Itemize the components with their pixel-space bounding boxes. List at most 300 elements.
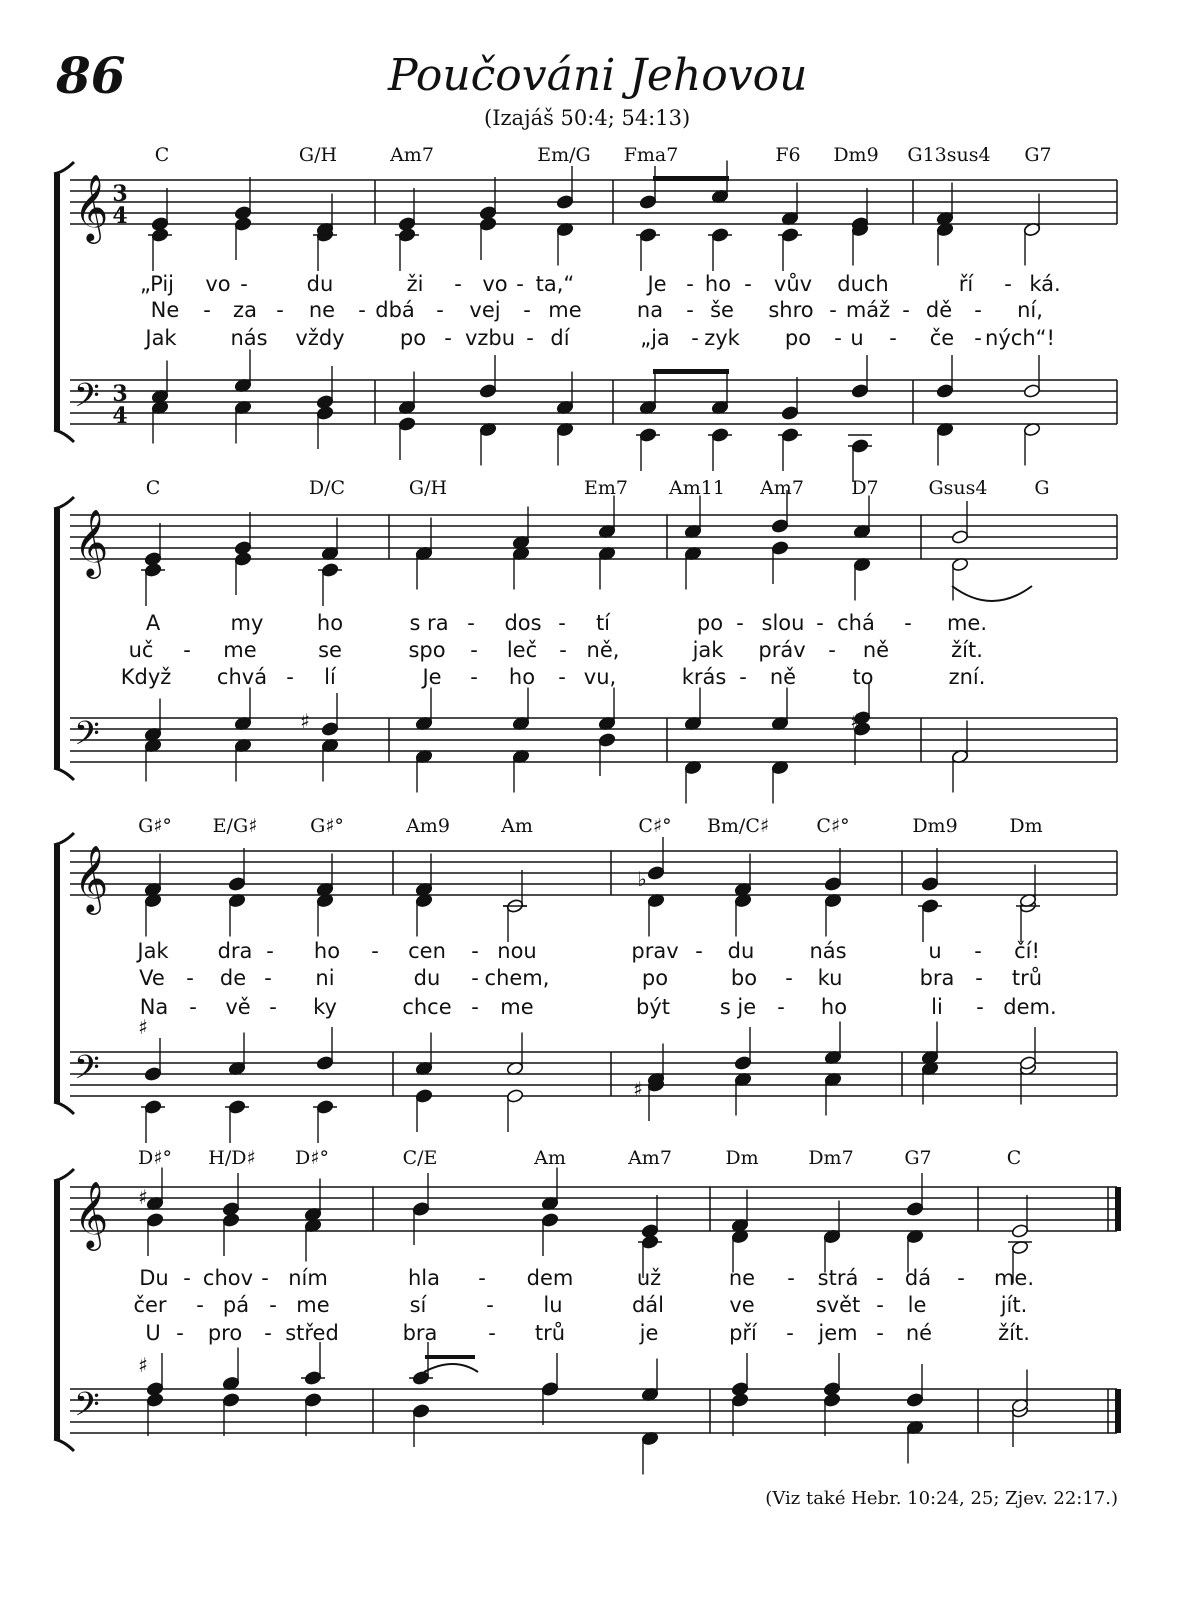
treble-clef: 𝄞 <box>74 844 109 912</box>
bracket-bottom-hook <box>54 430 74 442</box>
system-bracket <box>54 509 60 768</box>
lyric-syllable: - <box>189 995 197 1019</box>
chord-symbol: D♯° <box>295 1147 329 1169</box>
lyric-syllable: spo <box>408 638 446 662</box>
treble-notehead <box>641 1224 659 1239</box>
chord-symbol: C <box>154 144 170 166</box>
lyric-syllable: ká. <box>1029 272 1061 296</box>
chord-symbol: G/H <box>408 477 448 499</box>
chord-symbol: Am9 <box>406 815 450 837</box>
bass-notehead <box>321 722 339 737</box>
chord-symbol: G13sus4 <box>907 144 991 166</box>
lyric-syllable: my <box>230 611 264 635</box>
lyric-syllable: - <box>957 1266 965 1290</box>
bracket-top-hook <box>54 497 74 509</box>
lyric-syllable: nou <box>497 939 537 963</box>
lyric-syllable: de <box>219 966 247 990</box>
chord-symbol: C <box>1006 1147 1022 1169</box>
lyric-syllable: - <box>183 638 191 662</box>
eighth-beam <box>653 176 729 181</box>
lyric-syllable: A <box>145 611 161 635</box>
bass-notehead <box>412 1404 430 1419</box>
lyric-syllable: slou <box>761 611 805 635</box>
lyric-syllable: čer <box>133 1293 167 1317</box>
lyric-syllable: - <box>436 298 444 322</box>
bracket-top-hook <box>54 162 74 174</box>
lyric-syllable: - <box>471 995 479 1019</box>
chord-symbol: D/C <box>308 477 346 499</box>
lyric-syllable: dra <box>217 939 253 963</box>
lyric-syllable: - <box>828 638 836 662</box>
lyric-syllable: bra <box>402 1321 438 1345</box>
lyric-syllable: sí <box>409 1293 427 1317</box>
lyric-syllable: - <box>559 638 567 662</box>
chord-symbol: Dm9 <box>833 144 879 166</box>
lyric-syllable: ži <box>406 272 424 296</box>
treble-notehead <box>144 552 162 567</box>
lyric-syllable: - <box>976 995 984 1019</box>
lyric-syllable: už <box>636 1266 662 1290</box>
chord-symbol: G7 <box>904 1147 932 1169</box>
lyric-syllable: du <box>413 966 441 990</box>
lyric-syllable: cen <box>408 939 446 963</box>
lyric-syllable: lí <box>324 665 336 689</box>
lyric-syllable: če <box>929 326 955 350</box>
lyric-syllable: - <box>486 1293 494 1317</box>
lyric-syllable: - <box>478 1266 486 1290</box>
lyric-syllable: - <box>787 1266 795 1290</box>
lyric-syllable: ním <box>288 1266 328 1290</box>
chord-symbol: C♯° <box>816 815 850 837</box>
accidental-sign: ♯ <box>138 1185 148 1209</box>
lyric-syllable: „ja <box>640 326 670 350</box>
lyric-syllable: du <box>306 272 334 296</box>
treble-notehead <box>412 1202 430 1217</box>
lyric-syllable: me. <box>946 611 988 635</box>
lyric-syllable: to <box>852 665 874 689</box>
lyric-syllable: lu <box>543 1293 563 1317</box>
lyric-syllable: po <box>399 326 427 350</box>
treble-clef: 𝄞 <box>74 1180 109 1248</box>
lyric-syllable: - <box>829 298 837 322</box>
lyric-syllable: Ne <box>150 298 180 322</box>
lyric-syllable: vej <box>469 298 501 322</box>
chord-symbol: G♯° <box>138 815 172 837</box>
treble-notehead <box>556 195 574 210</box>
lyric-syllable: - <box>183 1266 191 1290</box>
bass-notehead <box>936 384 954 399</box>
lyric-syllable: - <box>744 272 752 296</box>
lyric-syllable: - <box>471 966 479 990</box>
lyric-syllable: - <box>558 611 566 635</box>
bass-notehead <box>781 406 799 421</box>
bass-notehead <box>506 1089 524 1104</box>
lyric-syllable: me <box>500 995 534 1019</box>
lyric-syllable: - <box>471 939 479 963</box>
lyric-syllable: strá <box>817 1266 859 1290</box>
bass-notehead <box>541 1382 559 1397</box>
bass-notehead <box>479 384 497 399</box>
treble-clef: 𝄞 <box>74 173 109 241</box>
lyric-syllable: ho <box>313 939 341 963</box>
lyric-syllable: chov <box>202 1266 254 1290</box>
lyric-syllable: trů <box>534 1321 566 1345</box>
lyric-syllable: vo <box>482 272 508 296</box>
lyric-syllable: - <box>695 939 703 963</box>
time-signature-top: 3 <box>112 381 128 407</box>
bass-clef: 𝄢 <box>74 715 100 761</box>
lyric-syllable: duch <box>837 272 889 296</box>
bass-notehead <box>598 733 616 748</box>
chord-symbol: Em7 <box>584 477 628 499</box>
bass-clef: 𝄢 <box>74 377 100 423</box>
lyric-syllable: me. <box>993 1266 1035 1290</box>
lyric-syllable: - <box>371 939 379 963</box>
lyric-syllable: chce <box>402 995 452 1019</box>
bass-notehead <box>415 1089 433 1104</box>
lyric-syllable: dbá <box>375 298 415 322</box>
lyric-syllable: - <box>470 638 478 662</box>
bass-notehead <box>731 1382 749 1397</box>
treble-notehead <box>1011 1224 1029 1239</box>
bass-notehead <box>906 1393 924 1408</box>
lyric-syllable: leč <box>506 638 538 662</box>
accidental-sign: ♯ <box>138 1353 148 1377</box>
chord-symbol: Gsus4 <box>928 477 988 499</box>
lyric-syllable: pá <box>222 1293 250 1317</box>
lyric-syllable: za <box>233 298 257 322</box>
accidental-sign: ♯ <box>633 1077 643 1101</box>
chord-symbol: D♯° <box>138 1147 172 1169</box>
lyric-syllable: hla <box>407 1266 441 1290</box>
lyric-syllable: - <box>876 1293 884 1317</box>
lyric-syllable: jem <box>818 1321 858 1345</box>
treble-notehead <box>398 217 416 232</box>
song-title: Poučováni Jehovou <box>388 50 808 101</box>
lyric-syllable: ta,“ <box>535 272 575 296</box>
lyric-syllable: - <box>736 611 744 635</box>
eighth-beam <box>425 1355 475 1359</box>
lyric-syllable: - <box>444 326 452 350</box>
lyric-syllable: dí <box>550 326 570 350</box>
lyric-syllable: ho <box>508 665 536 689</box>
lyric-syllable: ní, <box>1017 298 1043 322</box>
treble-notehead <box>951 530 969 545</box>
lyric-syllable: - <box>686 298 694 322</box>
system-bracket <box>54 845 60 1102</box>
lyric-syllable: - <box>902 298 910 322</box>
lyric-syllable: ří <box>958 272 974 296</box>
system-bracket <box>54 174 60 430</box>
chord-symbol: H/D♯ <box>208 1147 256 1169</box>
lyric-syllable: U <box>145 1321 161 1345</box>
lyric-syllable: - <box>276 298 284 322</box>
bass-notehead <box>851 384 869 399</box>
treble-notehead <box>771 519 789 534</box>
lyric-syllable: chvá <box>216 665 268 689</box>
chord-symbol: Dm <box>1009 815 1043 837</box>
lyric-syllable: pro <box>207 1321 243 1345</box>
lyric-syllable: ky <box>313 995 337 1019</box>
see-also-footnote: (Viz také Hebr. 10:24, 25; Zjev. 22:17.) <box>765 1488 1118 1509</box>
bass-clef: 𝄢 <box>74 1049 100 1095</box>
lyric-syllable: prav <box>631 939 679 963</box>
lyric-syllable: me <box>548 298 582 322</box>
final-barline <box>1115 1389 1121 1433</box>
lyric-syllable: - <box>203 298 211 322</box>
lyric-syllable: chá <box>837 611 875 635</box>
lyric-syllable: ně <box>769 665 797 689</box>
chord-symbol: F6 <box>775 144 801 166</box>
system-bracket <box>54 1181 60 1439</box>
lyric-syllable: - <box>904 611 912 635</box>
lyric-syllable: nás <box>230 326 268 350</box>
time-signature-bottom: 4 <box>112 203 128 229</box>
chord-symbol: E/G♯ <box>212 815 258 837</box>
lyric-syllable: na <box>636 298 664 322</box>
treble-notehead <box>647 866 665 881</box>
lyric-syllable: vzbu <box>464 326 516 350</box>
lyric-syllable: - <box>816 611 824 635</box>
lyric-syllable: - <box>176 1321 184 1345</box>
lyric-syllable: - <box>1004 272 1012 296</box>
chord-symbol: C <box>145 477 161 499</box>
bass-notehead <box>734 1056 752 1071</box>
lyric-syllable: u <box>850 326 864 350</box>
lyric-syllable: - <box>266 939 274 963</box>
lyric-syllable: s je <box>719 995 757 1019</box>
lyric-syllable: s ra <box>409 611 449 635</box>
lyric-syllable: jít. <box>1000 1293 1028 1317</box>
chord-symbol: Am11 <box>669 477 725 499</box>
treble-notehead <box>146 1213 164 1228</box>
lyric-syllable: Jak <box>145 326 177 350</box>
lyric-syllable: - <box>264 966 272 990</box>
chord-symbol: Am7 <box>760 477 804 499</box>
lyric-syllable: - <box>526 326 534 350</box>
lyric-syllable: - <box>196 1293 204 1317</box>
lyric-syllable: u <box>928 939 942 963</box>
time-signature-top: 3 <box>112 181 128 207</box>
lyric-syllable: Na <box>139 995 169 1019</box>
treble-notehead <box>234 541 252 556</box>
lyric-syllable: dá <box>904 1266 932 1290</box>
lyric-syllable: - <box>889 326 897 350</box>
lyric-syllable: Je <box>422 665 442 689</box>
bass-notehead <box>146 1382 164 1397</box>
lyric-syllable: li <box>931 995 943 1019</box>
lyric-syllable: - <box>523 298 531 322</box>
chord-symbol: Am7 <box>628 1147 672 1169</box>
bass-notehead <box>304 1393 322 1408</box>
lyric-syllable: - <box>240 272 248 296</box>
lyric-syllable: dem. <box>1003 995 1057 1019</box>
treble-notehead <box>151 217 169 232</box>
lyric-syllable: me <box>223 638 257 662</box>
lyric-syllable: - <box>186 966 194 990</box>
lyric-syllable: zní. <box>948 665 986 689</box>
treble-notehead <box>824 877 842 892</box>
lyric-syllable: - <box>516 272 524 296</box>
lyric-syllable: - <box>974 298 982 322</box>
lyric-syllable: - <box>261 1266 269 1290</box>
bracket-bottom-hook <box>54 1102 74 1114</box>
lyric-syllable: - <box>691 326 699 350</box>
lyric-syllable: - <box>558 665 566 689</box>
bracket-top-hook <box>54 833 74 845</box>
treble-notehead <box>906 1202 924 1217</box>
chord-symbol: G <box>1034 477 1050 499</box>
lyric-syllable: uč <box>128 638 154 662</box>
bass-notehead <box>823 1382 841 1397</box>
lyric-syllable: - <box>264 1321 272 1345</box>
chord-symbol: Dm <box>725 1147 759 1169</box>
lyric-syllable: být <box>636 995 670 1019</box>
lyric-syllable: ni <box>315 966 335 990</box>
lyric-syllable: dál <box>631 1293 665 1317</box>
lyric-syllable: - <box>777 995 785 1019</box>
lyric-syllable: dos <box>504 611 542 635</box>
lyric-syllable: - <box>785 966 793 990</box>
lyric-syllable: - <box>488 1321 496 1345</box>
lyric-syllable: vždy <box>295 326 345 350</box>
lyric-syllable: Když <box>120 665 172 689</box>
lyric-syllable: střed <box>285 1321 339 1345</box>
lyric-syllable: - <box>739 665 747 689</box>
treble-clef: 𝄞 <box>74 508 109 576</box>
treble-notehead <box>639 195 657 210</box>
lyric-syllable: vo <box>205 272 231 296</box>
slur-arc <box>424 1364 478 1372</box>
bass-notehead <box>316 1056 334 1071</box>
chord-symbol: G♯° <box>310 815 344 837</box>
lyric-syllable: ku <box>817 966 843 990</box>
lyric-syllable: žít. <box>951 638 983 662</box>
lyric-syllable: - <box>470 665 478 689</box>
lyric-syllable: me <box>296 1293 330 1317</box>
bass-notehead <box>144 1067 162 1082</box>
lyric-syllable: krás <box>681 665 727 689</box>
chord-symbol: Am7 <box>390 144 434 166</box>
lyric-syllable: - <box>454 272 462 296</box>
lyric-syllable: jak <box>692 638 724 662</box>
chord-symbol: Em/G <box>537 144 591 166</box>
lyric-syllable: ných“! <box>985 326 1055 350</box>
chord-symbol: Dm9 <box>912 815 958 837</box>
chord-symbol: Fma7 <box>623 144 679 166</box>
lyric-syllable: dem <box>526 1266 574 1290</box>
lyric-syllable: - <box>974 326 982 350</box>
lyric-syllable: pří <box>729 1321 757 1345</box>
bass-notehead <box>398 417 416 432</box>
accidental-sign: ♯ <box>300 709 310 733</box>
lyric-syllable: ho <box>820 995 848 1019</box>
bracket-bottom-hook <box>54 768 74 780</box>
time-signature-bottom: 4 <box>112 403 128 429</box>
final-barline <box>1115 1187 1121 1231</box>
eighth-beam <box>653 369 729 374</box>
accidental-sign: ♭ <box>637 867 647 891</box>
lyric-syllable: Du <box>139 1266 169 1290</box>
treble-notehead <box>228 877 246 892</box>
lyric-syllable: - <box>686 272 694 296</box>
lyric-syllable: vův <box>773 272 813 296</box>
lyric-syllable: práv <box>758 638 806 662</box>
bass-notehead <box>316 395 334 410</box>
lyric-syllable: - <box>269 995 277 1019</box>
lyric-syllable: tí <box>595 611 611 635</box>
accidental-sign: ♯ <box>138 1015 148 1039</box>
lyric-syllable: ho <box>316 611 344 635</box>
lyric-syllable: - <box>286 665 294 689</box>
lyric-syllable: bo <box>730 966 758 990</box>
lyric-syllable: - <box>786 1321 794 1345</box>
lyric-syllable: po <box>696 611 724 635</box>
lyric-syllable: du <box>727 939 755 963</box>
lyric-syllable: - <box>876 1321 884 1345</box>
lyric-syllable: še <box>710 298 734 322</box>
lyric-syllable: - <box>467 611 475 635</box>
accidental-sign: ♯ <box>850 709 860 733</box>
chord-symbol: G/H <box>298 144 338 166</box>
chord-symbol: D7 <box>851 477 879 499</box>
lyric-syllable: ne <box>728 1266 756 1290</box>
lyric-syllable: vě <box>225 995 251 1019</box>
lyric-syllable: - <box>975 966 983 990</box>
lyric-syllable: chem, <box>484 966 550 990</box>
lyric-syllable: po <box>784 326 812 350</box>
lyric-syllable: né <box>905 1321 933 1345</box>
lyric-syllable: - <box>358 298 366 322</box>
lyric-syllable: - <box>834 326 842 350</box>
lyric-syllable: Je <box>647 272 667 296</box>
lyric-syllable: - <box>269 1293 277 1317</box>
treble-notehead <box>541 1213 559 1228</box>
lyric-syllable: shro <box>768 298 814 322</box>
bass-notehead <box>222 1393 240 1408</box>
chord-symbol: C/E <box>402 1147 438 1169</box>
lyric-syllable: - <box>876 1266 884 1290</box>
lyric-syllable: ne <box>308 298 336 322</box>
lyric-syllable: ně, <box>586 638 620 662</box>
bracket-top-hook <box>54 1169 74 1181</box>
bass-notehead <box>1023 384 1041 399</box>
lyric-syllable: - <box>974 939 982 963</box>
lyric-syllable: „Pij <box>139 272 175 296</box>
lyric-syllable: nás <box>809 939 847 963</box>
lyric-syllable: zyk <box>704 326 740 350</box>
chord-symbol: G7 <box>1024 144 1052 166</box>
lyric-syllable: bra <box>919 966 955 990</box>
lyric-syllable: je <box>639 1321 659 1345</box>
treble-notehead <box>222 1202 240 1217</box>
lyric-syllable: svět <box>815 1293 861 1317</box>
scripture-reference: (Izajáš 50:4; 54:13) <box>484 106 691 130</box>
bass-clef: 𝄢 <box>74 1386 100 1432</box>
lyric-syllable: ně <box>862 638 890 662</box>
lyric-syllable: Ve <box>139 966 165 990</box>
treble-notehead <box>234 206 252 221</box>
treble-notehead <box>479 206 497 221</box>
chord-symbol: Bm/C♯ <box>706 815 770 837</box>
chord-symbol: Am <box>534 1147 566 1169</box>
treble-notehead <box>771 541 789 556</box>
lyric-syllable: čí! <box>1014 939 1040 963</box>
bracket-bottom-hook <box>54 1439 74 1451</box>
tie-arc <box>952 586 1032 601</box>
lyric-syllable: máž <box>845 298 891 322</box>
lyric-syllable: dě <box>925 298 953 322</box>
